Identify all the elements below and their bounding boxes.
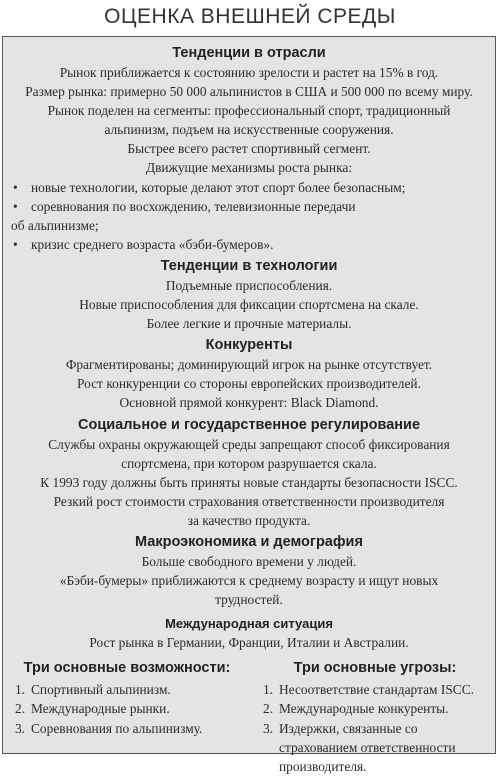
section-industry-trends bbox=[11, 44, 487, 254]
text-line: за качество продукта. bbox=[187, 512, 311, 528]
section-macro-demographics bbox=[11, 533, 487, 609]
text-line: Новые приспособления для фиксации спортсмена на скале. bbox=[79, 297, 419, 313]
text-line: Рост конкуренции со стороны европейских производителей. bbox=[77, 376, 421, 392]
text-line: Рынок поделен на сегменты: профессиональный спорт, традиционный bbox=[47, 103, 451, 119]
text-line: К 1993 году должны быть приняты новые стандарты безопасности ISCC. bbox=[40, 474, 458, 490]
list-item: 1. Несоответствие стандартам ISCC. bbox=[263, 682, 474, 698]
text-line: Основной прямой конкурент: Black Diamond. bbox=[119, 395, 379, 411]
opportunities-title: Три основные возможности: bbox=[23, 660, 231, 677]
list-item: 3. Соревнования по альпинизму. bbox=[15, 720, 203, 736]
text-line: Быстрее всего растет спортивный сегмент. bbox=[127, 141, 371, 157]
section-competitors bbox=[11, 336, 487, 412]
text-line: Фрагментированы; доминирующий игрок на рынке отсутствует. bbox=[65, 357, 433, 373]
threats-column bbox=[239, 658, 487, 775]
section-technology-trends bbox=[11, 257, 487, 333]
text-line: Движущие механизмы роста рынка: bbox=[145, 160, 353, 176]
text-line: Более легкие и прочные материалы. bbox=[146, 316, 352, 332]
text-line: Больше свободного времени у людей. bbox=[141, 553, 357, 569]
threats-list bbox=[263, 680, 487, 775]
section-title: Конкуренты bbox=[205, 337, 293, 354]
section-title: Тенденции в технологии bbox=[160, 257, 338, 274]
section-title: Макроэкономика и демография bbox=[135, 533, 363, 550]
page-title: ОЦЕНКА ВНЕШНЕЙ СРЕДЫ bbox=[104, 5, 396, 28]
assessment-panel bbox=[2, 36, 496, 774]
list-item: 2. Международные рынки. bbox=[15, 701, 170, 717]
text-line: Подъемные приспособления. bbox=[165, 277, 333, 293]
list-item: • новые технологии, которые делают этот спорт более безопасным; bbox=[11, 178, 487, 197]
section-title: Тенденции в отрасли bbox=[172, 45, 326, 61]
text-line: «Бэби-бумеры» приближаются к среднему возрасту и ищут новых bbox=[59, 573, 439, 589]
text-line: Резкий рост стоимости страхования ответственности производителя bbox=[53, 493, 445, 509]
opportunities-list bbox=[15, 680, 239, 737]
opportunities-column bbox=[11, 658, 239, 775]
section-title: Международная ситуация bbox=[165, 616, 333, 632]
list-item: 2. Международные конкуренты. bbox=[263, 701, 449, 717]
text-line: Размер рынка: примерно 50 000 альпинистов в США и 500 000 по всему миру. bbox=[25, 84, 473, 100]
text-line: Рост рынка в Германии, Франции, Италии и Австралии. bbox=[89, 635, 409, 651]
swot-columns bbox=[11, 658, 487, 775]
list-item: 1. Спортивный альпинизм. bbox=[15, 682, 171, 698]
bullet-continuation: об альпинизме; bbox=[11, 217, 99, 233]
list-item: • кризис среднего возраста «бэби-бумеров». bbox=[11, 235, 487, 254]
list-item: • соревнования по восхождению, телевизионные передачи об альпинизме; bbox=[11, 197, 487, 235]
section-international bbox=[11, 614, 487, 652]
text-line: Службы охраны окружающей среды запрещают способ фиксирования bbox=[48, 436, 450, 452]
growth-drivers-list bbox=[11, 178, 487, 254]
text-line: альпинизм, подъем на искусственные сооружения. bbox=[104, 122, 394, 138]
text-line: спортсмена, при котором разрушается скала. bbox=[121, 455, 377, 471]
section-title: Социальное и государственное регулирование bbox=[77, 416, 421, 433]
list-item: 3. Издержки, связанные со страхованием ответственности производителя. bbox=[263, 720, 456, 774]
section-regulation bbox=[11, 416, 487, 530]
text-line: трудностей. bbox=[215, 592, 283, 608]
threats-title: Три основные угрозы: bbox=[293, 660, 457, 677]
text-line: Рынок приближается к состоянию зрелости и растет на 15% в год. bbox=[59, 65, 439, 80]
